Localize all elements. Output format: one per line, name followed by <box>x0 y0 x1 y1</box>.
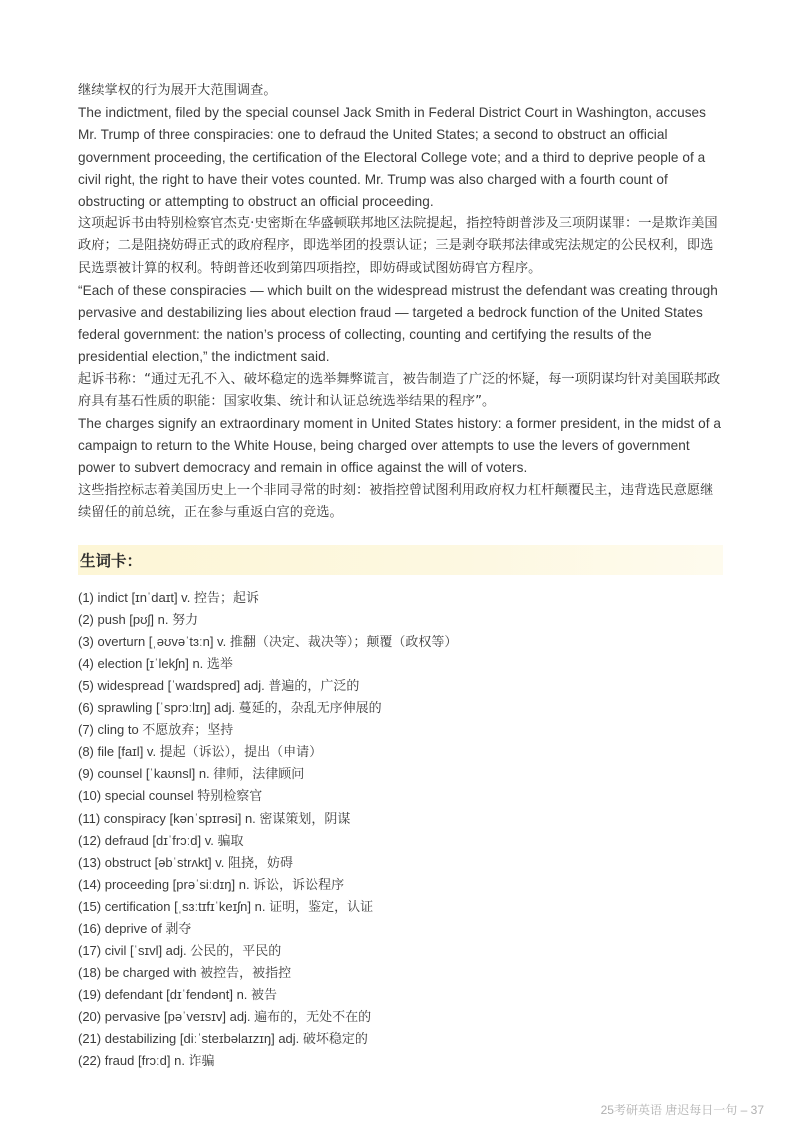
vocab-item: (12) defraud [dɪˈfrɔːd] v. 骗取 <box>78 832 244 848</box>
paragraph-zh-indictment: 这项起诉书由特别检察官杰克·史密斯在华盛顿联邦地区法院提起，指控特朗普涉及三项阴谋罪：一是欺诈美国政府；二是阻挠妨碍正式的政府程序，即选举团的投票认证；三是剥夺联邦法律或宪法规定的公民权利，即选民选票被计算的权利。特朗普还收到第四项指控，即妨碍或试图妨碍官方程序。 <box>78 216 718 276</box>
vocab-card-title: 生词卡： <box>80 552 143 571</box>
vocab-item: (20) pervasive [pəˈveɪsɪv] adj. 遍布的，无处不在的 <box>78 1008 372 1024</box>
paragraph-zh-conspiracies: 起诉书称：“通过无孔不入、破坏稳定的选举舞弊谎言，被告制造了广泛的怀疑，每一项阴谋均针对美国联邦政府具有基石性质的职能：国家收集、统计和认证总统选举结果的程序”。 <box>78 371 721 409</box>
page-content <box>78 80 723 1072</box>
vocab-item: (19) defendant [dɪˈfendənt] n. 被告 <box>78 986 278 1002</box>
paragraph-en-indictment: The indictment, filed by the special counsel Jack Smith in Federal District Court in Washington, accuses Mr. Trump of three conspiracies: one to defraud the United States; a second to obstruct an official government proceeding, the certification of the Electoral College vote; and a third to deprive people of a civil right, the right to have their votes counted. Mr. Trump was also charged with a fourth count of obstructing or attempting to obstruct an official proceeding. <box>78 105 707 210</box>
paragraph-zh-continuation: 继续掌权的行为展开大范围调查。 <box>78 83 277 98</box>
paragraph-en-charges: The charges signify an extraordinary moment in United States history: a former president, in the midst of a campaign to return to the White House, being charged over attempts to use the levers of government power to subvert democracy and remain in office against the will of voters. <box>78 416 722 476</box>
vocab-item: (11) conspiracy [kənˈspɪrəsi] n. 密谋策划，阴谋 <box>78 810 351 826</box>
vocab-item: (18) be charged with 被控告，被指控 <box>78 964 292 980</box>
vocab-item: (3) overturn [ˌəʊvəˈtɜːn] v. 推翻（决定、裁决等）；颠覆（政权等） <box>78 634 458 650</box>
paragraph-zh-charges: 这些指控标志着美国历史上一个非同寻常的时刻：被指控曾试图利用政府权力杠杆颠覆民主，违背选民意愿继续留任的前总统，正在参与重返白宫的竞选。 <box>78 482 714 520</box>
vocab-item: (8) file [faɪl] v. 提起（诉讼），提出（申请） <box>78 744 323 760</box>
vocab-item: (2) push [pʊʃ] n. 努力 <box>78 612 199 628</box>
vocab-item: (6) sprawling [ˈsprɔːlɪŋ] adj. 蔓延的，杂乱无序伸展的 <box>78 700 382 716</box>
vocab-item: (15) certification [ˌsɜːtɪfɪˈkeɪʃn] n. 证明，鉴定，认证 <box>78 898 374 914</box>
vocab-item: (22) fraud [frɔːd] n. 诈骗 <box>78 1053 215 1069</box>
vocab-item: (14) proceeding [prəˈsiːdɪŋ] n. 诉讼，诉讼程序 <box>78 876 345 892</box>
vocab-item: (1) indict [ɪnˈdaɪt] v. 控告；起诉 <box>78 590 259 606</box>
vocab-item: (17) civil [ˈsɪvl] adj. 公民的，平民的 <box>78 942 282 958</box>
vocab-item: (16) deprive of 剥夺 <box>78 920 192 936</box>
paragraph-en-conspiracies: “Each of these conspiracies — which built on the widespread mistrust the defendant was creating through pervasive and destabilizing lies about election fraud — targeted a bedrock function of the United States federal government: the nation’s process of collecting, counting and certifying the results of the presidential election,” the indictment said. <box>78 282 718 365</box>
vocab-item: (4) election [ɪˈlekʃn] n. 选举 <box>78 656 233 672</box>
page-footer: 25考研英语 唐迟每日一句 – 37 <box>600 1103 764 1117</box>
vocab-item: (10) special counsel 特别检察官 <box>78 788 263 804</box>
vocab-item: (13) obstruct [əbˈstrʌkt] v. 阻挠，妨碍 <box>78 854 294 870</box>
vocab-item: (7) cling to 不愿放弃；坚持 <box>78 722 234 738</box>
vocab-item: (9) counsel [ˈkaʊnsl] n. 律师，法律顾问 <box>78 766 305 782</box>
vocab-item: (21) destabilizing [diːˈsteɪbəlaɪzɪŋ] adj. 破坏稳定的 <box>78 1031 368 1046</box>
vocab-item: (5) widespread [ˈwaɪdspred] adj. 普遍的，广泛的 <box>78 678 360 694</box>
vocab-card-header <box>78 545 723 575</box>
vocab-list <box>78 587 723 1072</box>
